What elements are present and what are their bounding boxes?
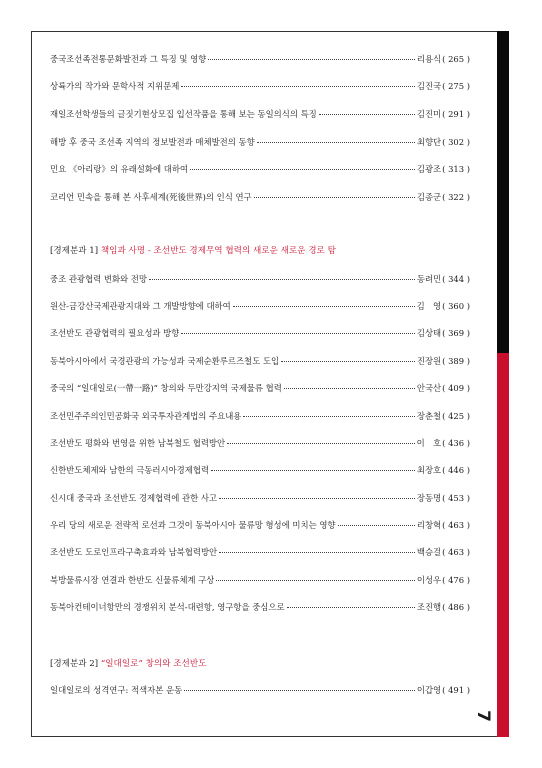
toc-entry[interactable] [50, 437, 470, 453]
dot-leader [219, 498, 415, 499]
entry-title: 우리 당의 새로운 전략적 로선과 그것이 동북아시아 물류망 형성에 미치는 영향 [50, 520, 336, 530]
entry-title: 코리언 민속을 통해 본 사후세계(死後世界)의 인식 연구 [50, 192, 252, 202]
dot-leader [227, 443, 414, 444]
toc-entry[interactable] [50, 519, 470, 535]
entry-page: ( 344 ) [442, 274, 470, 284]
page-number: 7 [472, 710, 493, 722]
dot-leader [219, 552, 415, 553]
toc-entry[interactable] [50, 684, 470, 700]
dot-leader [181, 86, 415, 87]
toc-entry[interactable] [50, 546, 470, 562]
toc-entry[interactable] [50, 273, 470, 289]
entry-author: 조진행 [416, 602, 442, 612]
toc-entry[interactable] [50, 382, 470, 398]
entry-page: ( 313 ) [442, 164, 470, 174]
dot-leader [338, 525, 415, 526]
entry-author: 김상태 [416, 328, 442, 338]
entry-author: 김 영 [416, 301, 442, 311]
entry-title: 조선민주주의인민공화국 외국투자관계법의 주요내용 [50, 411, 242, 421]
entry-author: 김광조 [416, 164, 442, 174]
dot-leader [149, 279, 415, 280]
toc-entry[interactable] [50, 574, 470, 590]
dot-leader [184, 690, 415, 691]
entry-title: 조선반도 관광협력의 필요성과 방향 [50, 328, 180, 338]
toc-entry[interactable] [50, 355, 470, 371]
entry-title: 북방물류시장 연결과 한반도 신물류체계 구상 [50, 575, 215, 585]
toc-entry[interactable] [50, 108, 470, 124]
dot-leader [319, 114, 415, 115]
toc-entry[interactable] [50, 327, 470, 343]
dot-leader [190, 169, 415, 170]
dot-leader [257, 142, 415, 143]
entry-author: 이갑영 [416, 685, 442, 695]
entry-page: ( 463 ) [442, 547, 470, 557]
section-title: 책임과 사명 - 조선반도 경제무역 협력의 새로운 새로운 경로 탐 [100, 246, 336, 256]
entry-page: ( 425 ) [442, 411, 470, 421]
entry-title: 중조 관광협력 변화와 전망 [50, 274, 147, 284]
entry-title: 재일조선학생들의 글짓기현상모집 입선작품을 통해 보는 동일의식의 특징 [50, 109, 317, 119]
entry-author: 김진미 [416, 109, 442, 119]
dot-leader [216, 580, 414, 581]
entry-title: 동북아컨테이너항만의 경쟁위치 분석-대련항, 영구항을 중심으로 [50, 602, 285, 612]
entry-author: 백승걸 [416, 547, 442, 557]
entry-author: 이성우 [416, 575, 442, 585]
toc-entry[interactable] [50, 601, 470, 617]
toc-entry[interactable] [50, 136, 470, 152]
dot-leader [181, 333, 415, 334]
entry-title: 해방 후 중국 조선족 지역의 정보발전과 매체발전의 동향 [50, 137, 255, 147]
toc-entry[interactable] [50, 191, 470, 207]
entry-page: ( 369 ) [442, 328, 470, 338]
entry-author: 진장원 [416, 356, 442, 366]
toc-entry[interactable] [50, 53, 470, 69]
entry-author: 최향단 [416, 137, 442, 147]
entry-page: ( 486 ) [442, 602, 470, 612]
entry-author: 장춘철 [416, 411, 442, 421]
entry-title: 중국조선족전통문화발전과 그 특징 및 영향 [50, 54, 207, 64]
toc-entry[interactable] [50, 492, 470, 508]
entry-author: 김종군 [416, 192, 442, 202]
entry-page: ( 446 ) [442, 465, 470, 475]
dot-leader [233, 306, 415, 307]
entry-page: ( 463 ) [442, 520, 470, 530]
entry-title: 민요 《아리랑》의 유래설화에 대하여 [50, 164, 188, 174]
entry-page: ( 491 ) [442, 685, 470, 695]
entry-page: ( 302 ) [442, 137, 470, 147]
section-title: “일대일로” 창의와 조선반도 [100, 659, 207, 669]
entry-title: 신한반도체제와 남한의 극동러시아경제협력 [50, 465, 210, 475]
entry-page: ( 453 ) [442, 493, 470, 503]
entry-title: 조선반도 도로인프라구축효과와 남북협력방안 [50, 547, 218, 557]
entry-page: ( 291 ) [442, 109, 470, 119]
entry-author: 안국산 [416, 383, 442, 393]
entry-author: 동려민 [416, 274, 442, 284]
dot-leader [281, 361, 415, 362]
entry-title: 조선반도 평화와 번영을 위한 남북철도 협력방안 [50, 438, 226, 448]
entry-page: ( 322 ) [442, 192, 470, 202]
entry-page: ( 436 ) [442, 438, 470, 448]
section-label: [경제분과 1] [50, 246, 99, 256]
entry-author: 리창혁 [416, 520, 442, 530]
dot-leader [284, 388, 415, 389]
edge-tab-red [497, 353, 509, 737]
section-label: [경제분과 2] [50, 659, 99, 669]
toc-entry[interactable] [50, 464, 470, 480]
entry-author: 리용식 [416, 54, 442, 64]
toc-entry[interactable] [50, 410, 470, 426]
entry-page: ( 275 ) [442, 81, 470, 91]
dot-leader [211, 470, 415, 471]
entry-title: 중국의 “일대일로(一帶一路)” 창의와 두만강지역 국제물류 협력 [50, 383, 282, 393]
dot-leader [287, 607, 415, 608]
toc-entry[interactable] [50, 80, 470, 96]
dot-leader [208, 59, 415, 60]
entry-page: ( 360 ) [442, 301, 470, 311]
entry-page: ( 389 ) [442, 356, 470, 366]
edge-tab-black [497, 31, 509, 353]
entry-title: 상륙가의 작가와 문학사적 지위문제 [50, 81, 180, 91]
dot-leader [254, 197, 415, 198]
entry-page: ( 409 ) [442, 383, 470, 393]
entry-title: 원산-금강산국제관광지대와 그 개발방향에 대하여 [50, 301, 231, 311]
entry-author: 장동명 [416, 493, 442, 503]
entry-author: 최장호 [416, 465, 442, 475]
entry-title: 일대일로의 성격연구: 적색자본 운동 [50, 685, 183, 695]
entry-page: ( 476 ) [442, 575, 470, 585]
entry-title: 신시대 중국과 조선반도 경제협력에 관한 사고 [50, 493, 218, 503]
entry-page: ( 265 ) [442, 54, 470, 64]
entry-author: 김진국 [416, 81, 442, 91]
toc-entry[interactable] [50, 163, 470, 179]
entry-title: 동북아시아에서 국경관광의 가능성과 국제순환루르즈철도 도입 [50, 356, 280, 366]
toc-entry[interactable] [50, 300, 470, 316]
entry-author: 이 호 [416, 438, 442, 448]
section-heading-economy-2 [50, 657, 206, 669]
dot-leader [243, 416, 414, 417]
section-heading-economy-1 [50, 244, 336, 256]
